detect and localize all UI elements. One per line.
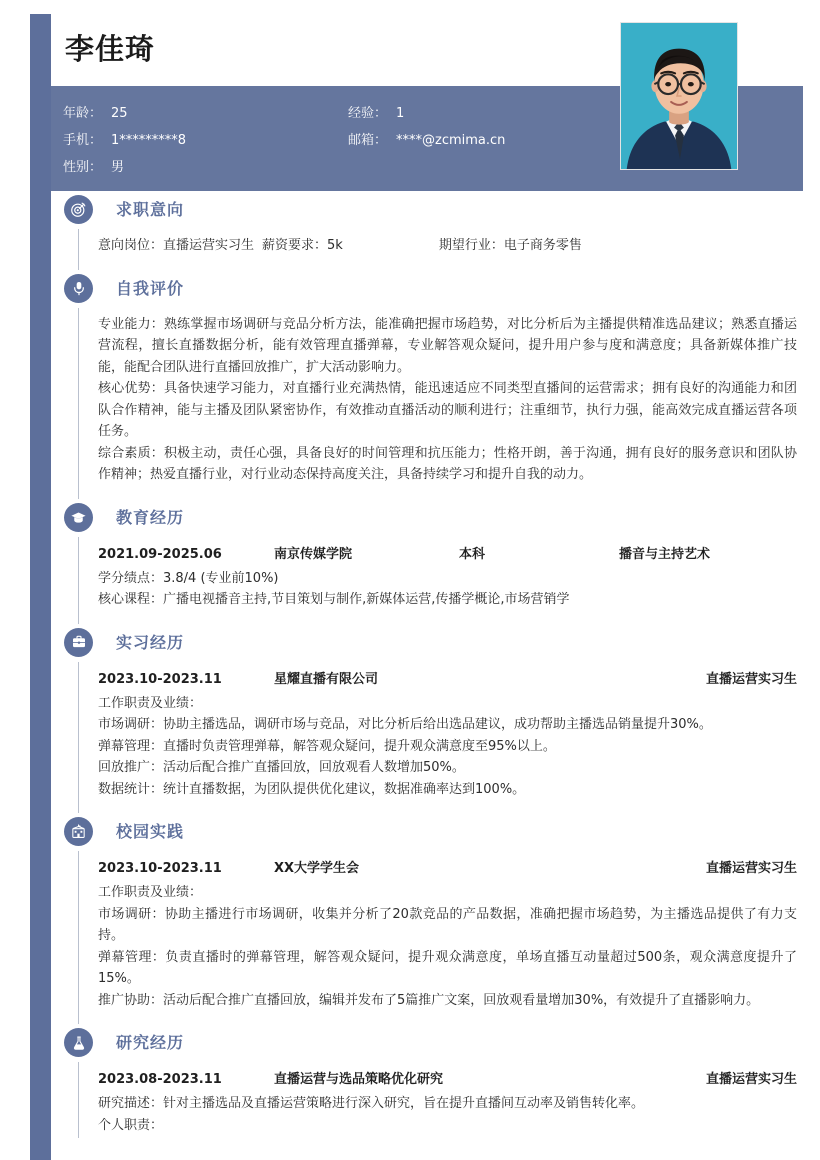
microphone-icon: [64, 274, 93, 303]
profile-field-phone: [63, 129, 348, 148]
section-campus-practice: [51, 813, 803, 1024]
campus-role: 直播运营实习生: [705, 861, 797, 876]
section-header: [51, 624, 803, 662]
internship-bullet: 市场调研：协助主播选品，调研市场与竞品，对比分析后给出选品建议，成功帮助主播选品销量提升30%。: [98, 717, 712, 732]
section-title: 实习经历: [116, 632, 185, 652]
section-research: [51, 1024, 803, 1138]
graduation-cap-icon: [64, 503, 93, 532]
campus-date: 2023.10-2023.11: [98, 861, 222, 876]
field-value: 1*********8: [111, 133, 187, 148]
section-content: [78, 537, 803, 624]
education-date: 2021.09-2025.06: [98, 546, 222, 562]
job-intention-row: [98, 235, 803, 257]
campus-bullet: 市场调研：协助主播进行市场调研，收集并分析了20款竞品的产品数据，准确把握市场趋势，为主播选品提供了有力支持。: [98, 906, 797, 943]
intent-salary: 薪资要求：5k: [262, 238, 343, 253]
research-role: 直播运营实习生: [705, 1072, 797, 1087]
field-label: 经验：: [348, 106, 388, 121]
profile-info-row: [63, 125, 623, 152]
field-label: 年龄：: [63, 106, 103, 121]
research-topic: 直播运营与选品策略优化研究: [274, 1072, 444, 1087]
resume-body: [51, 191, 803, 1138]
section-content: [78, 662, 803, 814]
section-header: [51, 499, 803, 537]
campus-bullet: 推广协助：活动后配合推广直播回放，编辑并发布了5篇推广文案，回放观看量增加30%，有效提升了直播影响力。: [98, 992, 760, 1008]
internship-entry-row: [98, 668, 803, 692]
internship-bullet: 数据统计：统计直播数据，为团队提供优化建议，数据准确率达到100%。: [98, 781, 526, 797]
internship-date: 2023.10-2023.11: [98, 671, 222, 687]
internship-subtitle: 工作职责及业绩：: [98, 695, 203, 711]
target-icon: [64, 195, 93, 224]
field-label: 邮箱：: [348, 133, 388, 148]
education-detail: 核心课程：广播电视播音主持,节目策划与制作,新媒体运营,传播学概论,市场营销学: [98, 592, 570, 607]
research-date: 2023.08-2023.11: [98, 1072, 222, 1087]
research-subtitle: 个人职责：: [98, 1117, 164, 1133]
education-school: 南京传媒学院: [274, 546, 353, 562]
profile-field-gender: [63, 156, 348, 175]
field-label: 性别：: [63, 160, 103, 175]
intent-position: 意向岗位：直播运营实习生: [98, 238, 255, 253]
self-eval-paragraph: 核心优势：具备快速学习能力，对直播行业充满热情，能迅速适应不同类型直播间的运营需求；拥有良好的沟通能力和团队合作精神，能与主播及团队紧密协作，有效推动直播活动的顺利进行；注重细节，执行力强，能高效完成直播运营各项任务。: [98, 381, 797, 439]
campus-organization: XX大学学生会: [274, 861, 360, 876]
profile-info-row: [63, 152, 623, 179]
internship-role: 直播运营实习生: [705, 671, 797, 687]
internship-company: 星耀直播有限公司: [274, 671, 379, 687]
field-value: 1: [396, 106, 405, 121]
section-content: [78, 1062, 803, 1138]
intent-industry: 期望行业：电子商务零售: [438, 238, 582, 253]
section-content: [78, 851, 803, 1024]
section-title: 求职意向: [116, 200, 185, 219]
section-internship: [51, 624, 803, 814]
field-label: 手机：: [63, 133, 103, 148]
left-accent-bar: [30, 14, 51, 1160]
field-value: 男: [111, 160, 125, 175]
profile-info-row: [63, 98, 623, 125]
section-header: [51, 813, 803, 851]
self-eval-paragraph: 综合素质：积极主动，责任心强，具备良好的时间管理和抗压能力；性格开朗，善于沟通，拥有良好的服务意识和团队协作精神；热爱直播行业，对行业动态保持高度关注，具备持续学习和提升自我的动力。: [98, 445, 797, 482]
campus-subtitle: 工作职责及业绩：: [98, 885, 203, 900]
section-header: [51, 191, 803, 229]
section-title: 自我评价: [116, 278, 185, 298]
profile-field-experience: [348, 102, 404, 121]
section-content: [78, 308, 803, 499]
profile-field-age: [63, 102, 348, 121]
campus-entry-row: [98, 857, 803, 881]
self-eval-paragraph: 专业能力：熟练掌握市场调研与竞品分析方法，能准确把握市场趋势，对比分析后为主播提供精准选品建议；熟悉直播运营流程，擅长直播数据分析，能有效管理直播弹幕，专业解答观众疑问，提升用户参与度和满意度；具备新媒体推广技能，能配合团队进行直播回放推广，扩大活动影响力。: [98, 316, 797, 375]
section-title: 校园实践: [116, 822, 185, 841]
page-title: 李佳琦: [65, 32, 156, 66]
school-building-icon: [64, 817, 93, 846]
section-education: [51, 499, 803, 624]
education-major: 播音与主持艺术: [619, 546, 711, 562]
field-value: 25: [111, 106, 128, 121]
flask-icon: [64, 1028, 93, 1057]
education-detail: 学分绩点：3.8/4 (专业前10%): [98, 570, 279, 586]
section-title: 教育经历: [116, 507, 185, 527]
section-job-intention: [51, 191, 803, 270]
section-header: [51, 270, 803, 308]
briefcase-icon: [64, 628, 93, 657]
research-description: 研究描述：针对主播选品及直播运营策略进行深入研究，旨在提升直播间互动率及销售转化率。: [98, 1096, 645, 1111]
section-self-evaluation: [51, 270, 803, 499]
section-title: 研究经历: [116, 1033, 185, 1052]
section-header: [51, 1024, 803, 1062]
profile-info-grid: [63, 98, 623, 179]
profile-field-email: [348, 129, 505, 148]
field-value: ****@zcmima.cn: [396, 133, 506, 148]
research-entry-row: [98, 1068, 803, 1092]
campus-bullet: 弹幕管理：负责直播时的弹幕管理，解答观众疑问，提升观众满意度，单场直播互动量超过500条，观众满意度提升了15%。: [98, 949, 797, 986]
education-entry-row: [98, 543, 803, 567]
section-content: [78, 229, 803, 270]
education-degree: 本科: [459, 546, 486, 562]
internship-bullet: 弹幕管理：直播时负责管理弹幕，解答观众疑问，提升观众满意度至95%以上。: [98, 738, 556, 754]
internship-bullet: 回放推广：活动后配合推广直播回放，回放观看人数增加50%。: [98, 760, 465, 775]
avatar: [620, 22, 738, 170]
